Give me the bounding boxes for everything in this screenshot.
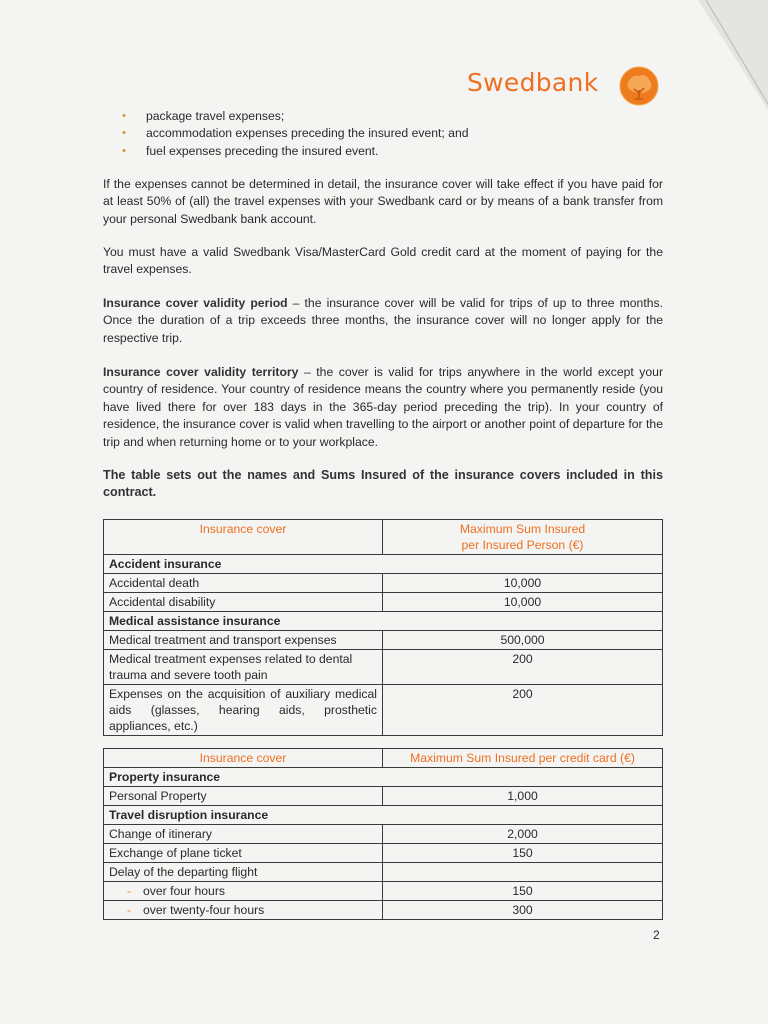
insurance-cover-table-per-person [103, 519, 663, 736]
table-cell: - over four hours [104, 882, 383, 901]
table-row [104, 825, 663, 844]
paragraph-expense-determination: If the expenses cannot be determined in detail, the insurance cover will take effect if you have paid for at least 50% of (all) the travel expenses with your Swedbank card or by means of a bank transfer from your personal Swedbank bank account. [103, 177, 663, 226]
insurance-cover-table-per-card [103, 748, 663, 920]
table-header-row [104, 749, 663, 768]
table-header-sum: Maximum Sum Insured per credit card (€) [383, 749, 663, 768]
table-cell: 1,000 [383, 787, 663, 806]
table-cell: Expenses on the acquisition of auxiliary medical aids (glasses, hearing aids, prosthetic appliances, etc.) [104, 685, 383, 736]
table-section-row [104, 555, 663, 574]
table-row [104, 844, 663, 863]
table-row [104, 574, 663, 593]
table-row [104, 787, 663, 806]
table-cell: 500,000 [383, 631, 663, 650]
table-row [104, 631, 663, 650]
paragraph-card-requirement: You must have a valid Swedbank Visa/MasterCard Gold credit card at the moment of paying for the travel expenses. [103, 245, 663, 277]
table-cell: Medical treatment expenses related to dental trauma and severe tooth pain [104, 650, 383, 685]
table-cell: 200 [383, 650, 663, 685]
paragraph-validity-period: Insurance cover validity period – the insurance cover will be valid for trips of up to three months. Once the duration of a trip exceeds three months, the insurance cover will no longer apply for the respective trip. [103, 296, 663, 345]
table-cell: Change of itinerary [104, 825, 383, 844]
table-cell: Medical treatment and transport expenses [104, 631, 383, 650]
table-cell: 10,000 [383, 593, 663, 612]
list-item: • fuel expenses preceding the insured event. [122, 143, 379, 158]
table-header-sum: Maximum Sum Insured per Insured Person (€) [383, 520, 663, 555]
table-cell: Accidental death [104, 574, 383, 593]
table-header-cover: Insurance cover [104, 749, 383, 768]
table-cell: 300 [383, 901, 663, 920]
oak-tree-icon [619, 66, 659, 106]
table-cell: Personal Property [104, 787, 383, 806]
table-row [104, 882, 663, 901]
table-section-row [104, 768, 663, 787]
table-cell: 10,000 [383, 574, 663, 593]
table-row [104, 685, 663, 736]
table-cell: Property insurance [104, 768, 663, 787]
table-header-cover: Insurance cover [104, 520, 383, 555]
table-cell: - over twenty-four hours [104, 901, 383, 920]
page-number: 2 [653, 928, 660, 942]
table-cell: Accidental disability [104, 593, 383, 612]
table-cell: 200 [383, 685, 663, 736]
table-cell [383, 863, 663, 882]
table-section-row [104, 612, 663, 631]
expense-bullet-list [122, 108, 642, 160]
list-item: • package travel expenses; [122, 109, 285, 123]
table-cell: Delay of the departing flight [104, 863, 383, 882]
table-row [104, 593, 663, 612]
table-cell: Accident insurance [104, 555, 663, 574]
logo-wordmark: Swedbank [467, 68, 599, 97]
table-cell: 2,000 [383, 825, 663, 844]
table-cell: Exchange of plane ticket [104, 844, 383, 863]
list-item: • accommodation expenses preceding the insured event; and [122, 126, 469, 141]
paragraph-table-intro: The table sets out the names and Sums Insured of the insurance covers included in this contract. [103, 468, 663, 500]
table-header-row [104, 520, 663, 555]
table-cell: 150 [383, 882, 663, 901]
table-cell: 150 [383, 844, 663, 863]
table-row [104, 863, 663, 882]
paragraph-validity-territory: Insurance cover validity territory – the cover is valid for trips anywhere in the world except your country of residence. Your country of residence means the country where you permanently reside (you have lived there for over 183 days in the 365-day period preceding the trip). In your country of residence, the insurance cover is valid when travelling to the airport or another point of departure for the trip and when returning home or to your workplace. [103, 365, 664, 449]
table-cell: Medical assistance insurance [104, 612, 663, 631]
table-row [104, 650, 663, 685]
page-fold-shadow [698, 0, 768, 120]
table-row [104, 901, 663, 920]
table-cell: Travel disruption insurance [104, 806, 663, 825]
table-section-row [104, 806, 663, 825]
